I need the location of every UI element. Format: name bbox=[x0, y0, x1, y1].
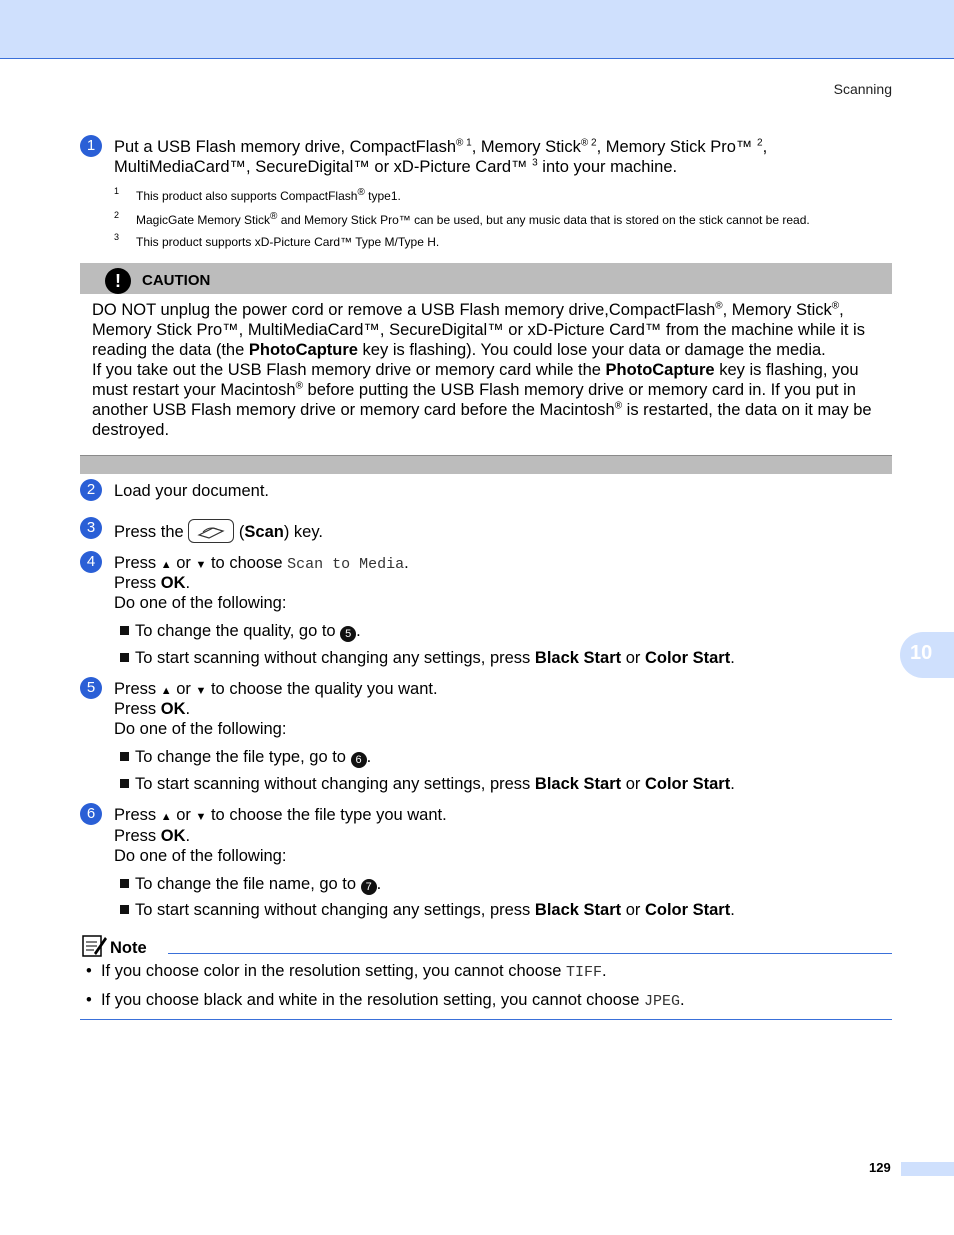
step-6-line-1: Press ▲ or ▼ to choose the file type you want. bbox=[114, 806, 447, 824]
note-divider bbox=[168, 953, 892, 954]
step-5-line-1: Press ▲ or ▼ to choose the quality you want. bbox=[114, 680, 438, 698]
step-4-line-3: Do one of the following: bbox=[114, 594, 287, 612]
header-band bbox=[0, 0, 954, 59]
step-6-line-3: Do one of the following: bbox=[114, 847, 287, 865]
down-arrow-icon: ▼ bbox=[195, 559, 207, 571]
warning-icon: ! bbox=[105, 268, 131, 294]
note-icon bbox=[80, 933, 108, 959]
footnote-3-number: 3 bbox=[114, 232, 120, 242]
chapter-tab bbox=[900, 632, 954, 678]
step-6-bullet-1: To change the file name, go to 7 . bbox=[120, 874, 381, 895]
note-item-1: • If you choose color in the resolution setting, you cannot choose TIFF. bbox=[86, 962, 607, 981]
step-2-text: Load your document. bbox=[114, 482, 270, 500]
chapter-number: 10 bbox=[910, 642, 933, 664]
step-6-marker: 6 bbox=[80, 803, 102, 825]
step-5-bullet-2: To start scanning without changing any settings, press Black Start or Color Start. bbox=[120, 774, 735, 794]
step-6-bullet-2: To start scanning without changing any settings, press Black Start or Color Start. bbox=[120, 900, 735, 920]
step-4-line-1: Press ▲ or ▼ to choose Scan to Media. bbox=[114, 554, 409, 573]
step-2-marker: 2 bbox=[80, 479, 102, 501]
page-footer-bar bbox=[901, 1162, 954, 1176]
caution-body: DO NOT unplug the power cord or remove a USB Flash memory drive,CompactFlash®, Memory Stick®, Memory Stick Pro™, MultiMediaCard™, SecureDigital™ or xD-Picture Card™ from the machine while it is reading the data (the PhotoCapture key is flashing). You could lose your data or damage the media. If you take out the USB Flash memory drive or memory card while the PhotoCapture key is flashing, you must restart your Macintosh® before putting the USB Flash memory drive or memory card in. If you put in another USB Flash memory drive or memory card before the Macintosh® is restarted, the data on it may be destroyed. bbox=[92, 300, 872, 439]
step-1-marker: 1 bbox=[80, 135, 102, 157]
caution-title: CAUTION bbox=[142, 272, 211, 289]
section-title: Scanning bbox=[833, 81, 892, 97]
step-5-line-3: Do one of the following: bbox=[114, 720, 287, 738]
down-arrow-icon: ▼ bbox=[195, 685, 207, 697]
note-item-2: • If you choose black and white in the resolution setting, you cannot choose JPEG. bbox=[86, 991, 685, 1010]
footnote-1: This product also supports CompactFlash® type1. bbox=[136, 187, 401, 203]
footnote-3: This product supports xD-Picture Card™ Type M/Type H. bbox=[136, 235, 440, 249]
down-arrow-icon: ▼ bbox=[195, 811, 207, 823]
scan-key-icon bbox=[188, 519, 234, 543]
up-arrow-icon: ▲ bbox=[160, 559, 172, 571]
step-1-text: Put a USB Flash memory drive, CompactFlash® $^1$, Memory Stick® $^2$, Memory Stick Pro™ $^2$, MultiMediaCard™, SecureDigital™ or xD-Picture Card™ $^3$ into your machine. bbox=[114, 137, 768, 176]
up-arrow-icon: ▲ bbox=[160, 685, 172, 697]
footnote-2-number: 2 bbox=[114, 210, 120, 220]
step-6-line-2: Press OK. bbox=[114, 827, 191, 845]
footnote-1-number: 1 bbox=[114, 186, 120, 196]
step-4-marker: 4 bbox=[80, 551, 102, 573]
step-5-line-2: Press OK. bbox=[114, 700, 191, 718]
step-4-bullet-1: To change the quality, go to 5 . bbox=[120, 621, 361, 642]
step-4-bullet-2: To start scanning without changing any settings, press Black Start or Color Start. bbox=[120, 648, 735, 668]
page-number: 129 bbox=[869, 1160, 891, 1175]
step-5-bullet-1: To change the file type, go to 6 . bbox=[120, 747, 371, 768]
step-3-marker: 3 bbox=[80, 517, 102, 539]
note-bottom-rule bbox=[80, 1019, 892, 1020]
step-5-marker: 5 bbox=[80, 677, 102, 699]
footnote-2: MagicGate Memory Stick® and Memory Stick Pro™ can be used, but any music data that is stored on the stick cannot be read. bbox=[136, 211, 810, 227]
caution-footer bbox=[80, 455, 892, 474]
step-3-text: Press the (Scan) key. bbox=[114, 519, 323, 543]
step-4-line-2: Press OK. bbox=[114, 574, 191, 592]
note-title: Note bbox=[110, 939, 147, 957]
up-arrow-icon: ▲ bbox=[160, 811, 172, 823]
